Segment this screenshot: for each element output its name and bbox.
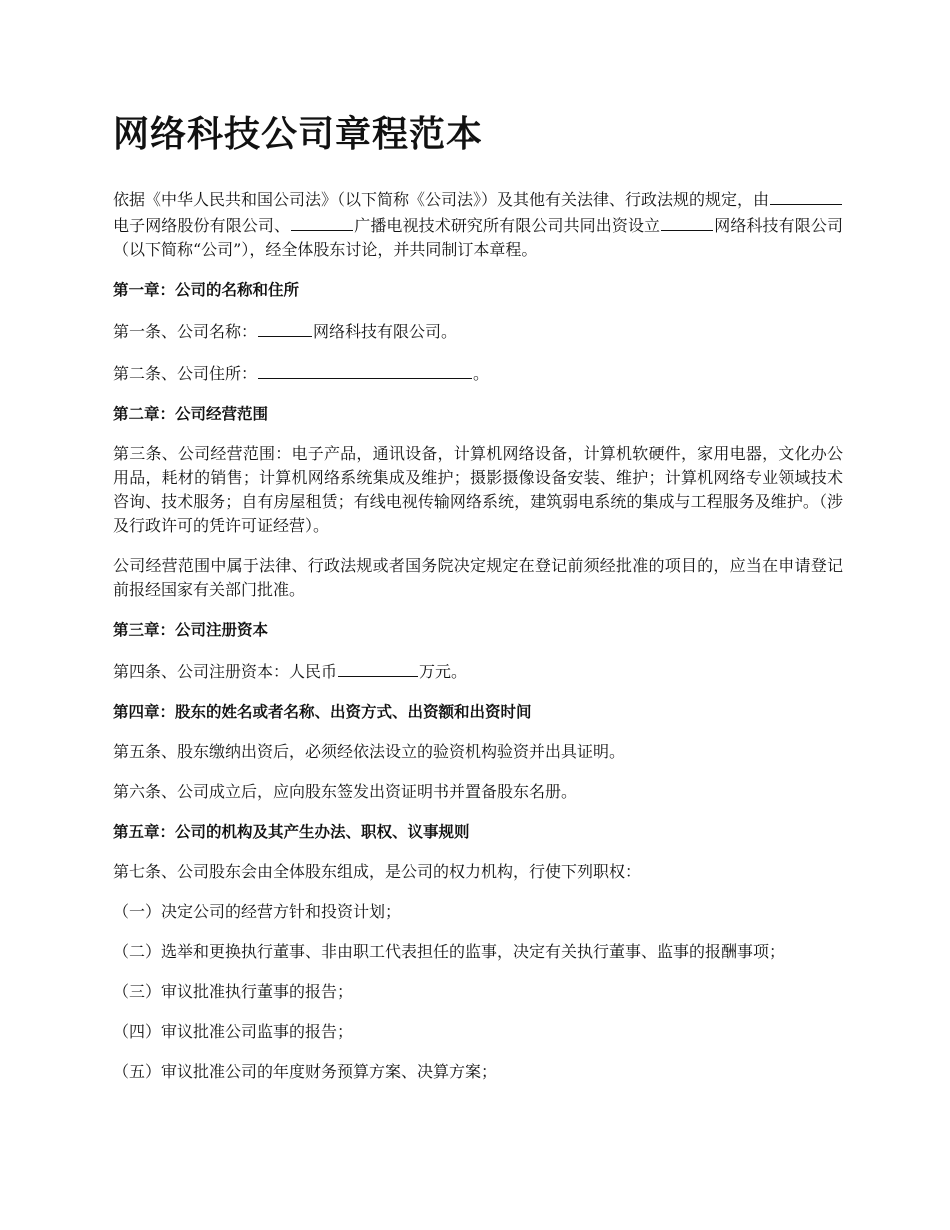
chapter-heading: 第三章：公司注册资本 — [113, 621, 269, 639]
list-item: （四）审议批准公司监事的报告； — [113, 1022, 354, 1041]
article-5: 第五条、股东缴纳出资后，必须经依法设立的验资机构验资并出具证明。 — [113, 742, 626, 761]
document-title: 网络科技公司章程范本 — [113, 114, 484, 155]
chapter-heading: 第四章：股东的姓名或者名称、出资方式、出资额和出资时间 — [113, 703, 532, 721]
article-7: 第七条、公司股东会由全体股东组成，是公司的权力机构，行使下列职权： — [113, 862, 642, 881]
article-3: 第三条、公司经营范围：电子产品，通讯设备，计算机网络设备，计算机软硬件，家用电器，文化办公用品，耗材的销售；计算机网络系统集成及维护；摄影摄像设备安装、维护；计算机网络专业领域技术咨询、技术服务；自有房屋租赁；有线电视传输网络系统，建筑弱电系统的集成与工程服务及维护。（涉及行政许可的凭许可证经营）。 — [113, 444, 843, 535]
article-2 — [113, 360, 843, 386]
article-4-suffix: 万元。 — [419, 662, 468, 681]
blank-line — [258, 318, 312, 337]
blank-line — [258, 360, 472, 379]
intro-text-2: 电子网络股份有限公司、 — [113, 216, 291, 235]
article-1 — [113, 318, 843, 344]
intro-text-1: 依据《中华人民共和国公司法》（以下简称《公司法》）及其他有关法律、行政法规的规定，由 — [113, 190, 770, 209]
chapter-heading: 第二章：公司经营范围 — [113, 405, 269, 423]
blank-line — [661, 212, 713, 231]
business-scope-note: 公司经营范围中属于法律、行政法规或者国务院决定规定在登记前须经批准的项目的，应当在申请登记前报经国家有关部门批准。 — [113, 556, 843, 599]
list-item: （二）选举和更换执行董事、非由职工代表担任的监事，决定有关执行董事、监事的报酬事项； — [113, 942, 786, 961]
blank-line — [291, 212, 353, 231]
article-2-prefix: 第二条、公司住所： — [113, 364, 258, 383]
article-6: 第六条、公司成立后，应向股东签发出资证明书并置备股东名册。 — [113, 782, 578, 801]
chapter-heading: 第一章：公司的名称和住所 — [113, 281, 300, 299]
article-1-prefix: 第一条、公司名称： — [113, 322, 258, 341]
intro-paragraph — [113, 186, 843, 262]
article-1-suffix: 网络科技有限公司。 — [313, 322, 458, 341]
article-4 — [113, 658, 843, 684]
list-item: （一）决定公司的经营方针和投资计划； — [113, 902, 402, 921]
blank-line — [338, 658, 418, 677]
list-item: （五）审议批准公司的年度财务预算方案、决算方案； — [113, 1062, 498, 1081]
article-4-prefix: 第四条、公司注册资本：人民币 — [113, 662, 338, 681]
intro-text-3: 广播电视技术研究所有限公司共同出资设立 — [354, 216, 661, 235]
document-page — [113, 110, 843, 1100]
list-item: （三）审议批准执行董事的报告； — [113, 982, 354, 1001]
blank-line — [770, 186, 842, 205]
chapter-heading: 第五章：公司的机构及其产生办法、职权、议事规则 — [113, 823, 470, 841]
intro-text-4: 网络科技有限公司（以下简称“公司”），经全体股东讨论，并共同制订本章程。 — [113, 216, 843, 259]
article-2-suffix: 。 — [473, 364, 490, 383]
